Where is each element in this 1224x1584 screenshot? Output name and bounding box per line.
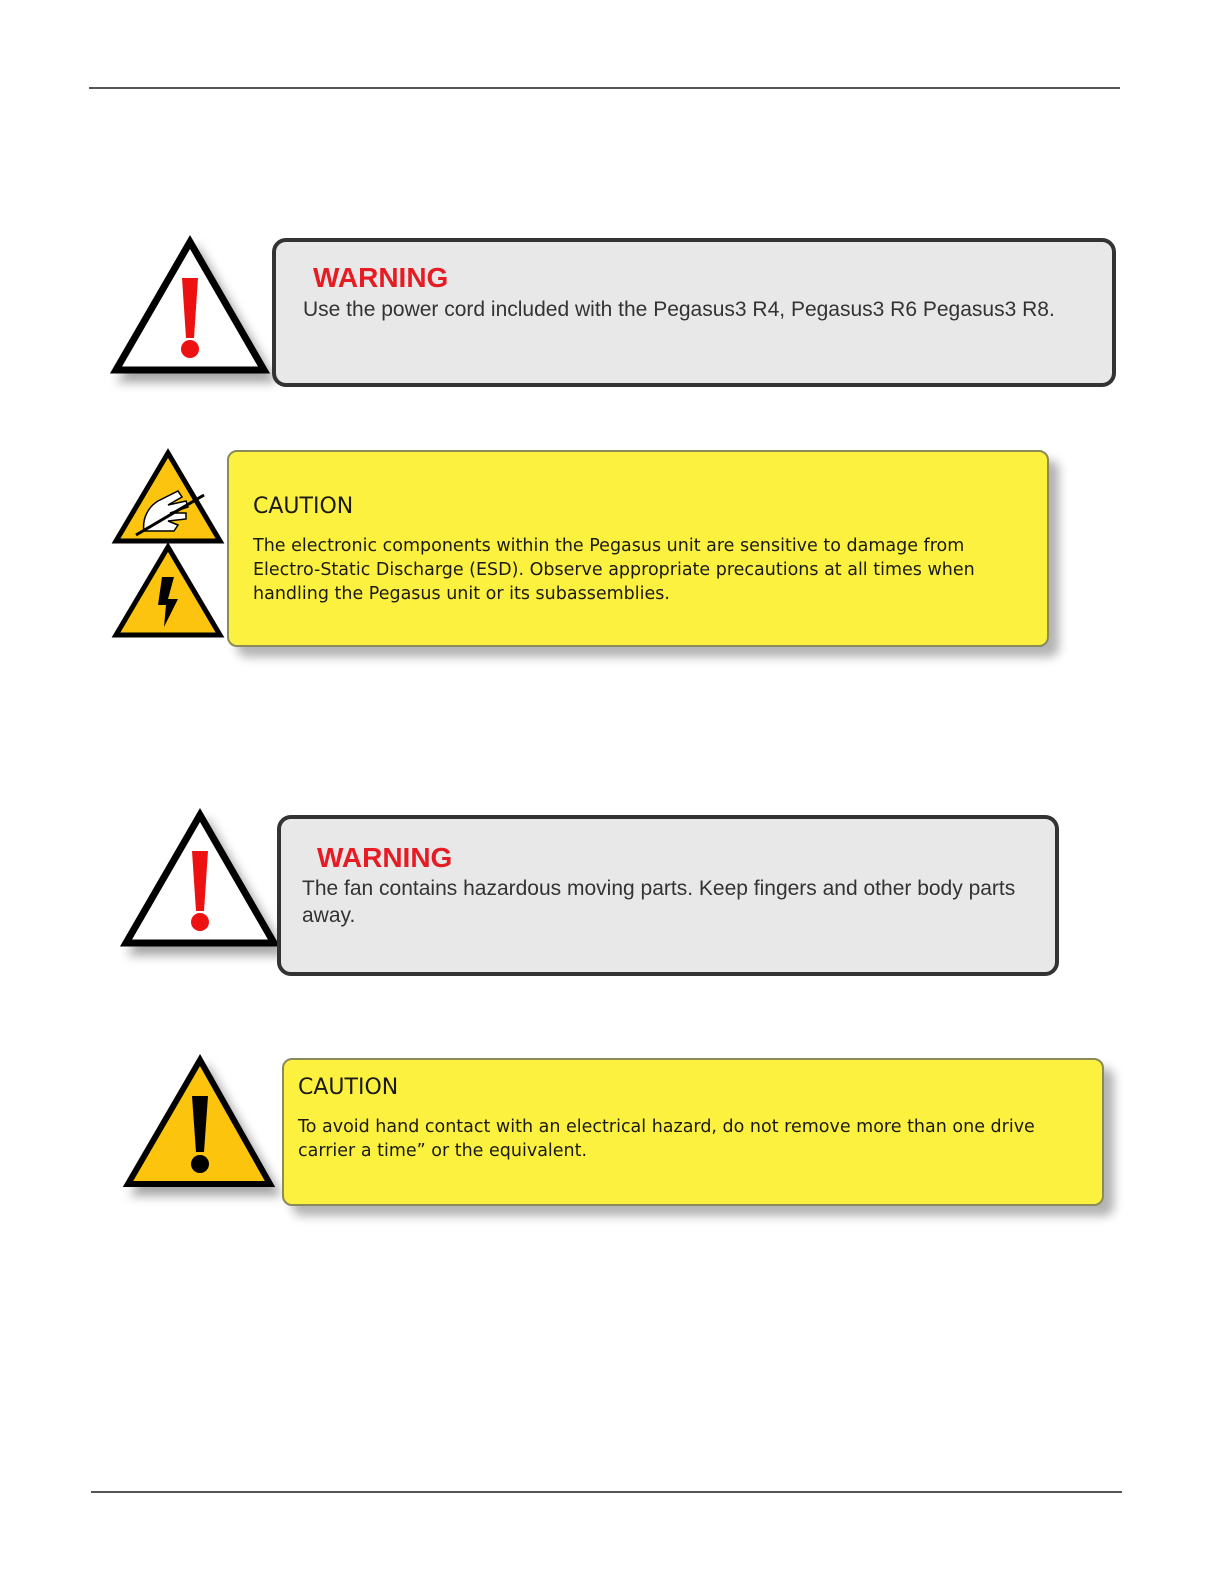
warning-title: WARNING (313, 262, 449, 293)
warning-text: The fan contains hazardous moving parts. Keep fingers and other body parts away. (302, 877, 1016, 927)
caution-title: CAUTION (298, 1075, 399, 1100)
warning-title: WARNING (317, 842, 453, 873)
esd-hand-icon (112, 449, 226, 547)
footer-rule (91, 1491, 1122, 1493)
exclamation-warning-icon (112, 238, 272, 378)
header-rule (89, 87, 1120, 89)
caution-text: To avoid hand contact with an electrical hazard, do not remove more than one drive carrier a time” or the equivalent. (298, 1117, 1035, 1161)
lightning-bolt-icon (112, 543, 226, 641)
caution-text: The electronic components within the Pegasus unit are sensitive to damage from Electro-Static Discharge (ESD). Observe appropriate precautions at all times when handling the Pegasus unit or its subassemblies. (253, 536, 975, 604)
exclamation-caution-icon (124, 1056, 284, 1202)
caution-title: CAUTION (253, 494, 354, 519)
exclamation-warning-icon (122, 811, 282, 953)
warning-text: Use the power cord included with the Pegasus3 R4, Pegasus3 R6 Pegasus3 R8. (303, 298, 1055, 321)
